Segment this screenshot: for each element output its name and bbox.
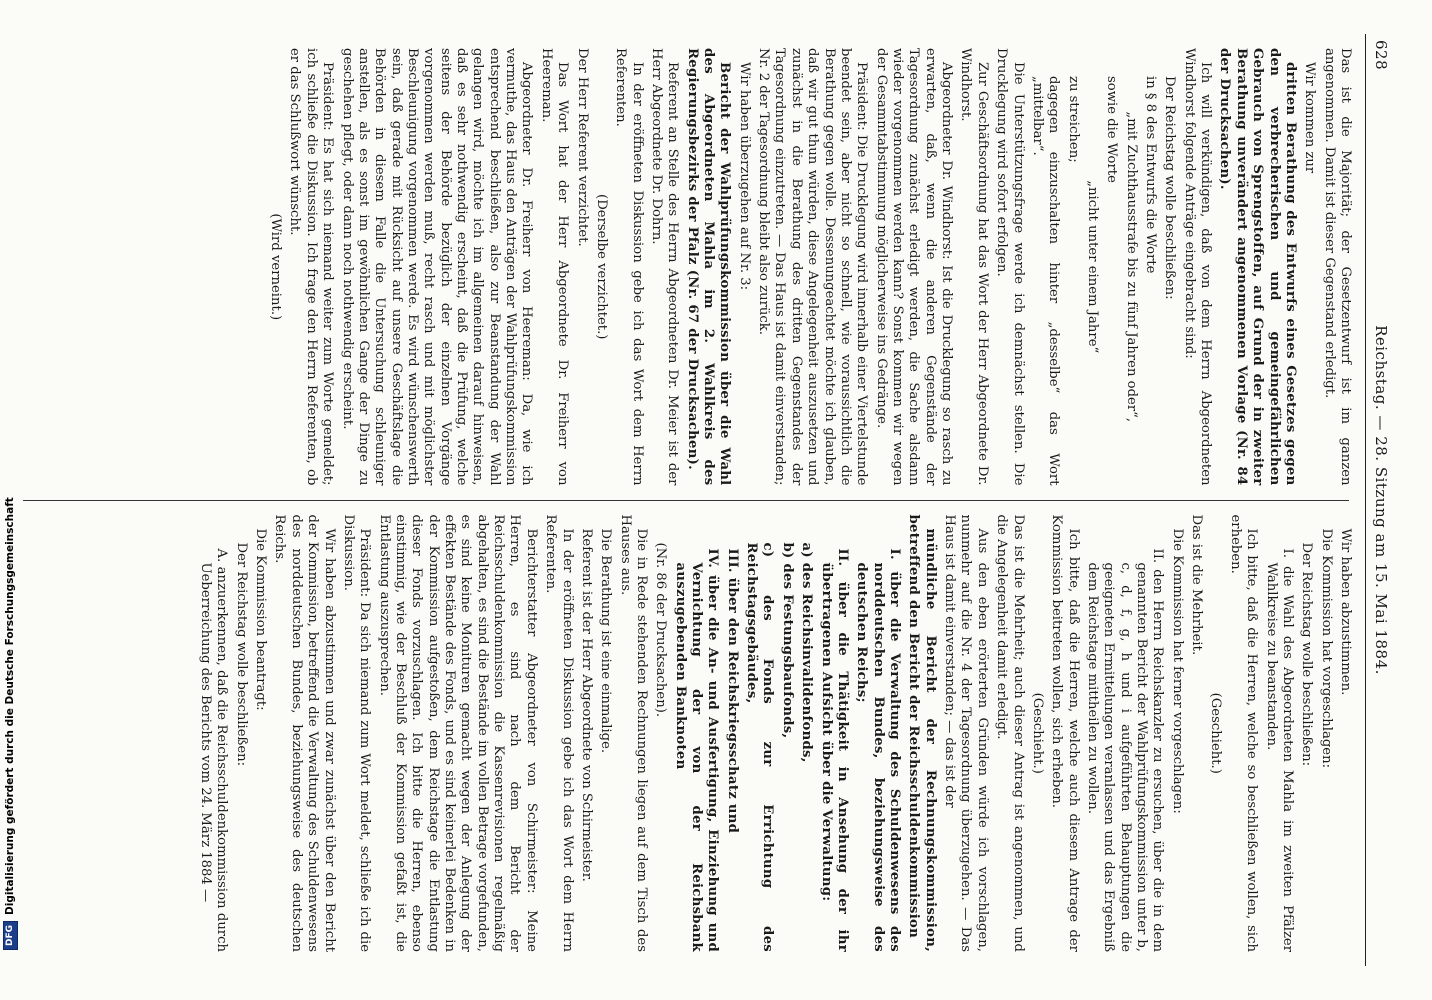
page-number: 628 [1372,40,1390,71]
paragraph: Ich bitte, daß die Herren, welche so beschließen wollen, sich erheben. [1227,514,1260,952]
paragraph: Der Reichstag wolle beschließen: [233,542,249,767]
paragraph: II. über die Thätigkeit in Ansehung der ihr übertragenen Aufsicht über die Verwaltung: [818,548,850,952]
dfg-logo: DFG [3,921,18,950]
paragraph: Das ist die Mehrheit; auch dieser Antrag ist angenommen, und die Angelegenheit damit erledigt. [994,514,1026,952]
paragraph: Der Reichstag wolle beschließen: [1299,542,1315,767]
paragraph: a) des Reichsinvalidenfonds, [799,542,815,763]
paragraph: (Nr. 86 der Drucksachen). [653,542,669,718]
paragraph: sowie die Worte [1104,76,1120,183]
paragraph: Wir kommen zur [1302,62,1318,174]
running-head-title: Reichstag. — 28. Sitzung am 15. Mai 1884. [1372,325,1390,675]
paragraph: (Geschieht.) [1208,692,1224,774]
right-column [23,501,1353,967]
text-columns [23,34,1353,966]
paragraph: Abgeordneter Dr. Freiherr von Heereman: Da, wie ich vermuthe, das Haus den Anträgen der Wahlprüfungskommission entsprechend beschließen, also zur Beanstandung der Wahl gelangen wird, möchte ich im allgemeinen darauf hinweisen, daß es sehr nothwendig erscheint, daß die Prüfung, welche seitens der Behörde bezüglich der einzelnen Vorgänge vorgenommen werden muß, recht rasch und mit möglichster Beschleunigung vorgenommen werde. Es wird wünschenswerth sein, daß gerade mit Rücksicht auf unsere Geschäftslage die Behörden in diesem Falle die Untersuchung schleuniger anstellen, als es sonst im gewöhnlichen Gange der Dinge zu geschehen pflegt, oder dann noch nothwendig erscheint. [339,48,535,486]
paragraph: Der Reichstag wolle beschließen: [1162,76,1178,300]
paragraph: zu streichen; [1065,76,1081,163]
paragraph: A. anzuerkennen, daß die Reichsschuldenkommission durch Ueberreichung des Berichts vom 24. März 1884 — [198,548,230,952]
paragraph: Die Kommission hat vorgeschlagen: [1318,528,1334,769]
paragraph: in § 8 des Entwurfs die Worte [1143,76,1159,274]
paragraph: Die Kommission hat ferner vorgeschlagen: [1169,528,1185,814]
paragraph: III. über den Reichskriegsschatz und [724,548,740,834]
paragraph: Ich will verkündigen, daß von dem Herrn Abgeordneten Windhorst folgende Anträge eingebracht sind: [1181,48,1214,486]
paragraph: Präsident: Da sich niemand zum Wort meldet, schließe ich die Diskussion. [340,514,373,952]
paragraph: (Wird verneint.) [268,213,284,321]
left-column [23,34,1353,500]
paragraph: Präsident: Es hat sich niemand weiter zum Worte gemeldet; ich schließe die Diskussion. Ich frage den Herrn Referenten, ob er das Schlußwort wünscht. [287,48,336,486]
paragraph: II. den Herrn Reichskanzler zu ersuchen, über die in dem genannten Bericht der Wahlprüfungskommission unter b, c, d, f, g, h und i aufgeführten Behauptungen die geeigneten Ermittelungen veranlassen und das Ergebniß dem Reichstage mittheilen zu wollen. [1084,548,1166,952]
paragraph: „mit Zuchthausstrafe bis zu fünf Jahren oder“, [1123,111,1139,423]
paragraph: Aus den eben erörterten Gründen würde ich vorschlagen, nunmehr auf die Nr. 4 der Tagesordnung überzugehen. — Das Haus ist damit einverstanden; — das ist der [942,514,990,952]
paragraph: c) des Fonds zur Errichtung des Reichstagsgebäudes, [744,542,776,952]
paragraph: Berichterstatter Abgeordneter von Schirmeister: Meine Herren, es sind nach dem Bericht der Reichsschuldenkommission die Kassenrevisionen regelmäßig abgehalten, es sind die Bestände im vollen Betrage vorgefunden, es sind keine Monituren gemacht wegen der Anlegung der effekten Bestände des Fonds, und es sind keinerlei Bedenken in der Kommission aufgestoßen, dem Reichstage die Entlastung dieser Fonds vorzuschlagen. Ich bitte die Herren, ebenso einstimmig, wie der Beschluß der Kommission gefaßt ist, die Entlastung auszusprechen. [376,514,539,952]
paragraph: dritten Berathung des Entwurfs eines Gesetzes gegen den verbrecherischen und gemeingefährlichen Gebrauch von Sprengstoffen, auf Grund der in zweiter Berathung unverändert angenommenen Vorlage (Nr. 84 der Drucksachen). [1217,48,1298,486]
paragraph: Zur Geschäftsordnung hat das Wort der Herr Abgeordnete Dr. Windhorst. [958,48,990,486]
paragraph: In der eröffneten Diskussion gebe ich das Wort dem Herrn Referenten. [613,48,645,486]
paragraph: Wir haben abzustimmen. [1338,528,1353,696]
paragraph: Referent ist der Herr Abgeordnete von Schirmeister. [578,528,594,882]
paragraph: „nicht unter einem Jahre“ [1084,180,1100,354]
paragraph: b) des Festungsbaufonds, [779,542,795,739]
digitization-note-text: Digitalisierung gefördert durch die Deutsche Forschungsgemeinschaft [4,497,16,915]
paragraph: Wir haben abzustimmen und zwar zunächst über den Bericht der Kommission, betreffend die Verwaltung des Schuldenwesens des norddeutschen Bundes, beziehungsweise des deutschen Reichs. [272,514,337,952]
paragraph: Ich bitte, daß die Herren, welche auch diesem Antrage der Kommission beitreten wollen, sich erheben. [1049,514,1081,952]
paragraph: Präsident: Die Drucklegung wird innerhalb einer Viertelstunde beendet sein, aber nicht so schnell, wie voraussichtlich die Berathung gegen wolle. Dessenungeachtet möchte ich glauben, daß wir gut thun würden, diese Angelegenheit auszusetzen und zunächst in die Berathung des dritten Gegenstandes der Tagesordnung einzutreten. — Das Haus ist damit einverstanden; Nr. 2 der Tagesordnung bleibt also zurück. [756,48,870,486]
paragraph: Abgeordneter Dr. Windhorst: Ist die Drucklegung so rasch zu erwarten, daß, wenn die anderen Gegenstände der Tagesordnung zunächst erledigt werden, die Sache alsdann wieder vorgenommen werden kann? Sonst kommen wir wegen der Gesammtabstimmung möglicherweise ins Gedränge. [873,48,955,486]
paragraph: Das ist die Mehrheit. [1189,514,1205,656]
paragraph: IV. über die An- und Ausfertigung, Einziehung und Vernichtung der von der Reichsbank auszugebenden Banknoten [672,548,721,952]
digitization-note [2,50,18,950]
paragraph: In der eröffneten Diskussion gebe ich das Wort dem Herrn Referenten. [543,514,575,952]
paragraph: (Geschieht.) [1029,692,1045,774]
paragraph: mündliche Bericht der Rechnungskommission, betreffend den Bericht der Reichsschuldenkommission [906,514,938,952]
running-head [1365,34,1392,966]
paragraph: I. die Wahl des Abgeordneten Mahla im zweiten Pfälzer Wahlkreise zu beanstanden. [1263,548,1295,952]
paragraph: Die Unterstützungsfrage werde ich demnächst stellen. Die Drucklegung wird sofort erfolgen. [994,48,1026,486]
paragraph: Referent an Stelle des Herrn Abgeordneten Dr. Meier ist der Herr Abgeordnete Dr. Dohrn. [648,48,681,486]
paragraph: Wir haben überzugehen auf Nr. 3: [736,62,752,291]
paragraph: Das ist die Majorität; der Gesetzentwurf ist im ganzen angenommen. Damit ist dieser Gegenstand erledigt. [1321,48,1353,486]
paragraph: (Derselbe verzichtet.) [593,194,609,340]
paragraph: Das Wort hat der Herr Abgeordnete Dr. Freiherr von Heereman. [538,48,571,486]
paragraph: Die Berathung ist eine einmalige. [598,528,614,754]
paragraph: Der Herr Referent verzichtet. [574,48,590,247]
paragraph: dagegen einzuschalten hinter „desselbe“ das Wort „mittelbar“. [1029,76,1062,486]
paragraph: Die in Rede stehenden Rechnungen liegen auf dem Tisch des Hauses aus. [617,514,649,952]
paragraph: Die Kommission beantragt: [253,528,269,711]
paragraph: I. über die Verwaltung des Schuldenwesens des norddeutschen Bundes, beziehungsweise des deutschen Reichs; [854,548,903,952]
paragraph: Bericht der Wahlprüfungskommission über die Wahl des Abgeordneten Mahla im 2. Wahlkreis des Regierungsbezirks der Pfalz (Nr. 67 der Drucksachen). [684,48,733,486]
